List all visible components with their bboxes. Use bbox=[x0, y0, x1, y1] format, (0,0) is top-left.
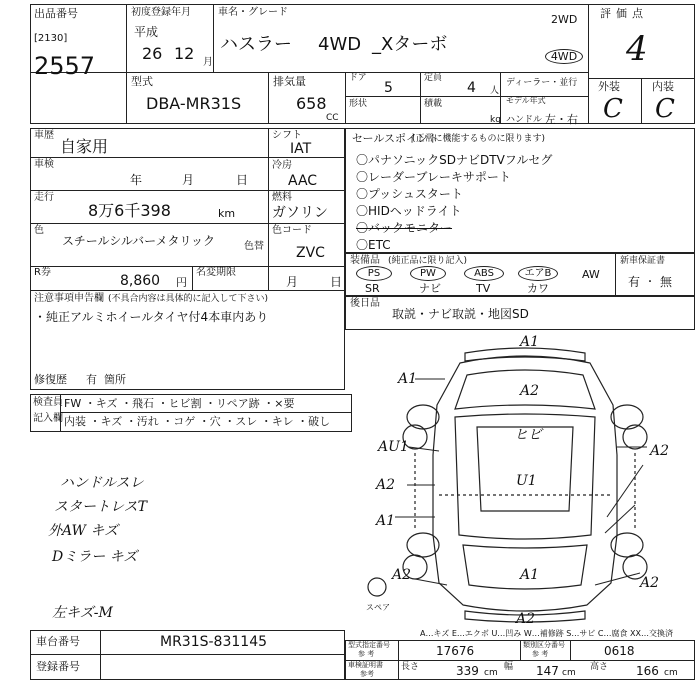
era: 平成 bbox=[134, 25, 159, 39]
reg-year: 26 bbox=[142, 44, 163, 63]
damage-mark: AU1 bbox=[378, 439, 409, 455]
damage-mark: A2 bbox=[650, 443, 670, 459]
divider bbox=[420, 72, 421, 124]
sales-point-item: 〇パナソニックSDナビDTVフルセグ bbox=[356, 153, 553, 167]
type-cert-label: 型式指定番号 bbox=[348, 641, 390, 649]
option-abs: ABS bbox=[464, 266, 504, 281]
sales-points-list bbox=[356, 152, 552, 254]
separator-dot: ・ bbox=[645, 277, 655, 288]
model-code-label: 型式 bbox=[131, 75, 153, 88]
sales-point-item: 〇プッシュスタート bbox=[356, 187, 463, 201]
damage-mark: A2 bbox=[516, 611, 536, 627]
divider bbox=[520, 640, 521, 660]
manual-yes: 有 bbox=[628, 275, 641, 289]
hand-note-2: スタートレスT bbox=[54, 499, 147, 515]
sales-points-sub: (正常に機能するものに限ります) bbox=[412, 134, 546, 144]
chassis-label: 車台番号 bbox=[36, 635, 80, 648]
name-change-label: 名変期限 bbox=[196, 267, 236, 278]
displacement: 658 bbox=[296, 94, 327, 113]
chassis-number: MR31S-831145 bbox=[160, 634, 268, 650]
ac-label: 冷房 bbox=[272, 160, 292, 171]
type-cert-sub: 参 考 bbox=[358, 650, 375, 658]
dims-sub: 参考 bbox=[360, 670, 374, 678]
repair-unit: 箇所 bbox=[104, 373, 126, 386]
hand-note-3: 外AW キズ bbox=[48, 523, 119, 539]
equipment-label: 装備品 bbox=[350, 255, 380, 266]
damage-mark: A2 bbox=[520, 383, 540, 399]
option-tv: TV bbox=[476, 282, 491, 295]
name-grade-label: 車名・グレード bbox=[218, 7, 288, 18]
drive-2wd-option: 2WD bbox=[551, 13, 578, 26]
divider bbox=[268, 72, 269, 124]
exterior-checklist: FW ・キズ ・飛石 ・ヒビ割 ・リペア跡 ・×要 bbox=[64, 397, 295, 410]
hand-note-4: Dミラー キズ bbox=[52, 549, 138, 565]
divider bbox=[615, 253, 616, 296]
legend: A…キズ E…エクボ U…凹み W…補修跡 S…サビ C…腐食 XX…交換済 bbox=[420, 629, 674, 638]
mileage: 8万6千398 bbox=[88, 201, 171, 220]
color: スチールシルバーメタリック bbox=[62, 234, 216, 248]
class-sub: 参 考 bbox=[532, 650, 549, 658]
month-unit: 月 bbox=[182, 173, 195, 187]
repair-label: 修復歴 bbox=[34, 373, 67, 386]
color-code: ZVC bbox=[296, 245, 325, 261]
ac: AAC bbox=[288, 173, 318, 189]
km-unit: km bbox=[218, 207, 236, 220]
notes-sub: (不具合内容は具体的に記入して下さい) bbox=[108, 294, 269, 304]
yen-unit: 円 bbox=[176, 276, 187, 289]
color-label: 色 bbox=[34, 225, 44, 236]
doors-label: ドア bbox=[349, 73, 367, 83]
tax-label: R券 bbox=[34, 267, 51, 278]
width: 147 bbox=[536, 664, 559, 678]
displacement-unit: CC bbox=[326, 113, 339, 123]
listing-no-label: 出品番号 bbox=[34, 7, 78, 20]
capacity-label: 定員 bbox=[424, 73, 443, 83]
interior-label: 内装 bbox=[652, 80, 674, 93]
fuel-label: 燃料 bbox=[272, 192, 292, 203]
divider bbox=[345, 96, 588, 97]
height-label: 高さ bbox=[590, 662, 609, 672]
damage-mark: ヒビ bbox=[514, 427, 542, 443]
divider bbox=[30, 223, 345, 224]
divider bbox=[641, 78, 642, 124]
capacity: 4 bbox=[467, 80, 476, 96]
exterior-label: 外装 bbox=[598, 80, 620, 93]
doors: 5 bbox=[384, 80, 393, 96]
day-unit: 日 bbox=[236, 173, 249, 187]
inspection-label: 車検 bbox=[34, 159, 54, 170]
drive-4wd-circled: 4WD bbox=[545, 49, 583, 64]
reg-no-label: 登録番号 bbox=[36, 660, 80, 673]
name-change-day: 日 bbox=[330, 275, 343, 289]
model-code: DBA-MR31S bbox=[146, 94, 242, 113]
color-code-label: 色コード bbox=[272, 225, 312, 236]
divider bbox=[30, 654, 345, 655]
first-reg-label: 初度登録年月 bbox=[131, 7, 191, 18]
kg-unit: kg bbox=[490, 115, 501, 125]
option-sr: SR bbox=[365, 282, 380, 295]
shift: IAT bbox=[290, 141, 312, 157]
divider bbox=[398, 640, 399, 680]
damage-mark: A2 bbox=[640, 575, 660, 591]
option-ps: PS bbox=[356, 266, 392, 281]
option-navi: ナビ bbox=[419, 282, 441, 295]
sales-points-title: セールスポイント bbox=[352, 132, 440, 145]
handle-label: ハンドル bbox=[506, 115, 543, 125]
interior-checklist: 内装 ・キズ ・汚れ ・コゲ ・穴 ・スレ ・キレ ・破し bbox=[64, 415, 331, 428]
width-label: 幅 bbox=[504, 662, 514, 672]
score: 4 bbox=[626, 29, 648, 69]
hand-note-1: ハンドルスレ bbox=[60, 475, 144, 491]
repair-value: 有 bbox=[86, 373, 97, 386]
equipment-sub: (純正品に限り記入) bbox=[388, 256, 468, 266]
history: 自家用 bbox=[60, 137, 109, 156]
damage-mark: A2 bbox=[376, 477, 396, 493]
divider bbox=[30, 72, 588, 73]
sales-point-item: 〇HIDヘッドライト bbox=[356, 204, 462, 218]
damage-mark: A1 bbox=[520, 567, 540, 583]
type-cert: 17676 bbox=[436, 644, 475, 658]
fuel: ガソリン bbox=[272, 205, 328, 221]
option-aw: AW bbox=[582, 268, 600, 281]
month-unit: 月 bbox=[203, 57, 213, 68]
displacement-label: 排気量 bbox=[273, 75, 306, 88]
name-change-month: 月 bbox=[286, 275, 299, 289]
damage-mark: A1 bbox=[376, 513, 396, 529]
sales-point-item: 〇レーダーブレーキサポート bbox=[356, 170, 511, 184]
divider bbox=[30, 290, 345, 291]
option-pw: PW bbox=[410, 266, 446, 281]
class-label: 類別区分番号 bbox=[523, 641, 565, 649]
tax: 8,860 bbox=[120, 273, 161, 289]
divider bbox=[60, 412, 352, 413]
notes-label: 注意事項申告欄 bbox=[34, 293, 104, 304]
divider bbox=[100, 630, 101, 680]
divider bbox=[588, 4, 589, 124]
notes: ・純正アルミホイールタイヤ付4本車内あり bbox=[34, 310, 269, 324]
length: 339 bbox=[456, 664, 479, 678]
score-label: 評価点 bbox=[600, 7, 648, 20]
divider bbox=[30, 266, 345, 267]
grade: _Xターボ bbox=[372, 34, 448, 55]
sales-point-item-struck: 〇バックモニター bbox=[356, 221, 453, 235]
divider bbox=[126, 4, 127, 124]
shape-label: 形状 bbox=[349, 99, 368, 109]
inspector-label-top: 検査員 bbox=[33, 397, 63, 408]
history-label: 車歴 bbox=[34, 130, 54, 141]
interior-grade: C bbox=[655, 94, 675, 124]
hand-note-bottom: 左キズ-M bbox=[52, 605, 113, 621]
manual-label: 新車保証書 bbox=[620, 256, 666, 266]
divider bbox=[30, 157, 345, 158]
exterior-grade: C bbox=[603, 94, 623, 124]
drive-type: 4WD bbox=[318, 34, 362, 55]
handle-value: 左・右 bbox=[545, 113, 578, 126]
post-install-value: 取説・ナビ取説・地図SD bbox=[392, 307, 529, 321]
damage-mark: U1 bbox=[516, 473, 537, 489]
mileage-label: 走行 bbox=[34, 192, 54, 203]
sales-point-item: 〇ETC bbox=[356, 238, 391, 252]
repaint-label: 色替 bbox=[244, 241, 264, 252]
damage-mark: A2 bbox=[392, 567, 412, 583]
height: 166 bbox=[636, 664, 659, 678]
option-leather: カワ bbox=[527, 282, 549, 295]
divider bbox=[345, 72, 346, 124]
width-unit: cm bbox=[562, 668, 576, 678]
model-year-label: モデル年式 bbox=[506, 96, 546, 105]
damage-mark: A1 bbox=[398, 371, 418, 387]
reg-month: 12 bbox=[174, 44, 195, 63]
length-label: 長さ bbox=[401, 662, 420, 672]
model-name: ハスラー bbox=[220, 34, 292, 55]
dealer-label: ディーラー・並行 bbox=[506, 78, 578, 88]
listing-no: 2557 bbox=[34, 52, 96, 80]
dims-label: 車検証明書 bbox=[348, 661, 383, 669]
divider bbox=[570, 640, 571, 660]
length-unit: cm bbox=[484, 668, 498, 678]
capacity-unit: 人 bbox=[490, 86, 500, 96]
year-unit: 年 bbox=[130, 173, 143, 187]
divider bbox=[30, 190, 345, 191]
inspector-label-bottom: 記入欄 bbox=[33, 413, 63, 424]
damage-mark: A1 bbox=[520, 334, 540, 350]
shift-label: シフト bbox=[272, 130, 302, 141]
option-airbag: エアB bbox=[518, 266, 558, 281]
post-install-label: 後日品 bbox=[350, 298, 380, 309]
divider bbox=[192, 266, 193, 290]
spare-label: スペア bbox=[366, 603, 390, 612]
divider bbox=[213, 4, 214, 72]
listing-code: [2130] bbox=[34, 33, 68, 44]
class-number: 0618 bbox=[604, 644, 635, 658]
height-unit: cm bbox=[664, 668, 678, 678]
manual-no: 無 bbox=[660, 275, 673, 289]
load-label: 積載 bbox=[424, 99, 443, 109]
